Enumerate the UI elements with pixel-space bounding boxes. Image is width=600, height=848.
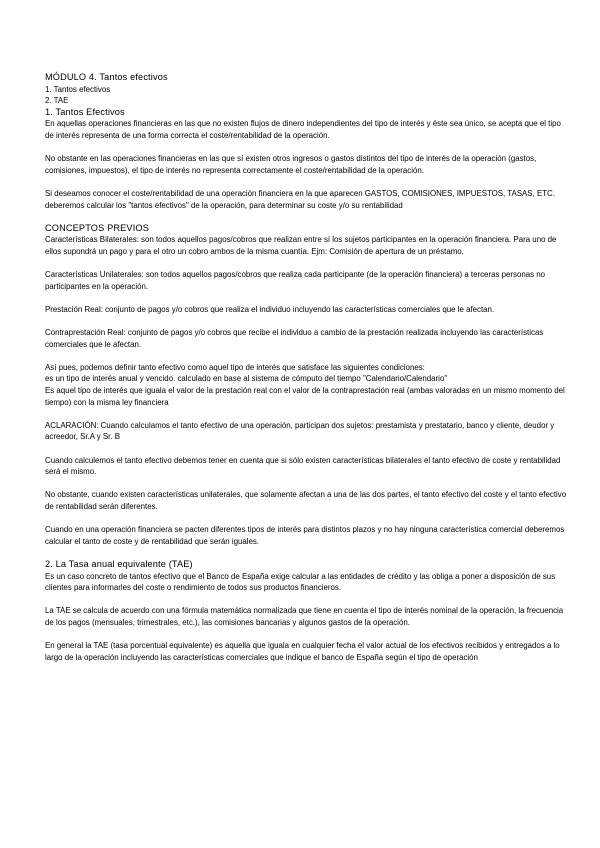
concept-paragraph: Contraprestación Real: conjunto de pagos y/o cobros que recibe el individuo a cambio de la prestación realizada incluyendo las características comerciales que le afectan.	[45, 328, 544, 349]
module-title: MÓDULO 4. Tantos efectivos	[45, 72, 168, 82]
section2-paragraph: En general la TAE (tasa porcentual equivalente) es aquella que iguala en cualquier fecha el valor actual de los efectivos recibidos y entregados a lo largo de la operación incluyendo las características comerciales que indique el banco de España según el tipo de operación	[45, 641, 560, 662]
definition-line: Así pues, podemos definir tanto efectivo como aquel tipo de interés que satisface las siguientes condiciones:	[45, 362, 425, 372]
section1-heading: 1. Tantos Efectivos	[45, 106, 125, 117]
section2-heading: 2. La Tasa anual equivalente (TAE)	[45, 558, 193, 569]
concept-paragraph: Cuando en una operación financiera se pacten diferentes tipos de interés para distintos plazos y no hay ninguna característica comercial deberemos calcular el tanto de coste y de rentabilidad que serán iguales.	[45, 525, 565, 546]
concept-paragraph: Características Unilaterales: son todos aquellos pagos/cobros que realiza cada participante (de la operación financiera) a terceras personas no participantes en la operación.	[45, 270, 546, 291]
section2-paragraph: Es un caso concreto de tantos efectivo que el Banco de España exige calcular a las entidades de crédito y las obliga a poner a disposición de sus clientes para informarles del coste o rendimiento de todos sus productos financieros.	[45, 571, 556, 593]
toc-item-1: 1. Tantos efectivos	[45, 84, 111, 94]
concept-paragraph: No obstante, cuando existen características unilaterales, que solamente afectan a una de las dos partes, el tanto efectivo del coste y el tanto efectivo de rentabilidad serán diferentes.	[45, 490, 567, 511]
concept-paragraph: Características Bilaterales: son todos aquellos pagos/cobros que realizan entre sí los sujetos participantes en la operación financiera. Para uno de ellos supondrá un pago y para el otro un cobro ambos de la misma cuantía. Ejm: Comisión de apertura de un préstamo.	[45, 235, 557, 256]
concepts-heading: CONCEPTOS PREVIOS	[45, 222, 149, 233]
concept-paragraph: Prestación Real: conjunto de pagos y/o cobros que realiza el individuo incluyendo las características comerciales que le afectan.	[45, 304, 495, 314]
section1-paragraph: No obstante en las operaciones financieras en las que sí existen otros ingresos o gastos distintos del tipo de interés de la operación (gastos, comisiones, impuestos), el tipo de interés no representa correctamente el coste/rentabilidad de la operación.	[45, 154, 537, 175]
document-page	[45, 72, 567, 663]
section2-paragraph: La TAE se calcula de acuerdo con una fórmula matemática normalizada que tiene en cuenta el tipo de interés nominal de la operación, la frecuencia de los pagos (mensuales, trimestrales, etc.), las comisiones bancarias y algunos gastos de la operación.	[45, 606, 564, 627]
toc-item-2: 2. TAE	[45, 96, 69, 106]
clarification-paragraph: ACLARACIÓN: Cuando calculamos el tanto efectivo de una operación, participan dos sujetos: prestamista y prestatario, banco y cliente, deudor y acreedor, Sr.A y Sr. B	[45, 420, 555, 442]
definition-line: es un tipo de interés anual y vencido. calculado en base al sistema de cómputo del tiempo "Calendario/Calendario"	[45, 374, 448, 384]
section1-paragraph: En aquellas operaciones financieras en las que no existen flujos de dinero independientes del tipo de interés y éste sea único, se acepta que el tipo de interés representa de una forma correcta el coste/rentabilidad de la operación.	[45, 119, 561, 140]
concept-paragraph: Cuando calculemos el tanto efectivo debemos tener en cuenta que si sólo existen características bilaterales el tanto efectivo de coste y rentabilidad será el mismo.	[45, 455, 561, 477]
section1-paragraph: Si deseamos conocer el coste/rentabilidad de una operación financiera en la que aparecen GASTOS, COMISIONES, IMPUESTOS, TASAS, ETC. deberemos calcular los "tantos efectivos" de la operación, para determinar su coste y/o su rentabilidad	[45, 188, 555, 210]
definition-line: Es aquel tipo de interés que iguala el valor de la prestación real con el valor de la contraprestación real (ambas valoradas en un mismo momento del tiempo) con la misma ley financiera	[45, 386, 565, 407]
